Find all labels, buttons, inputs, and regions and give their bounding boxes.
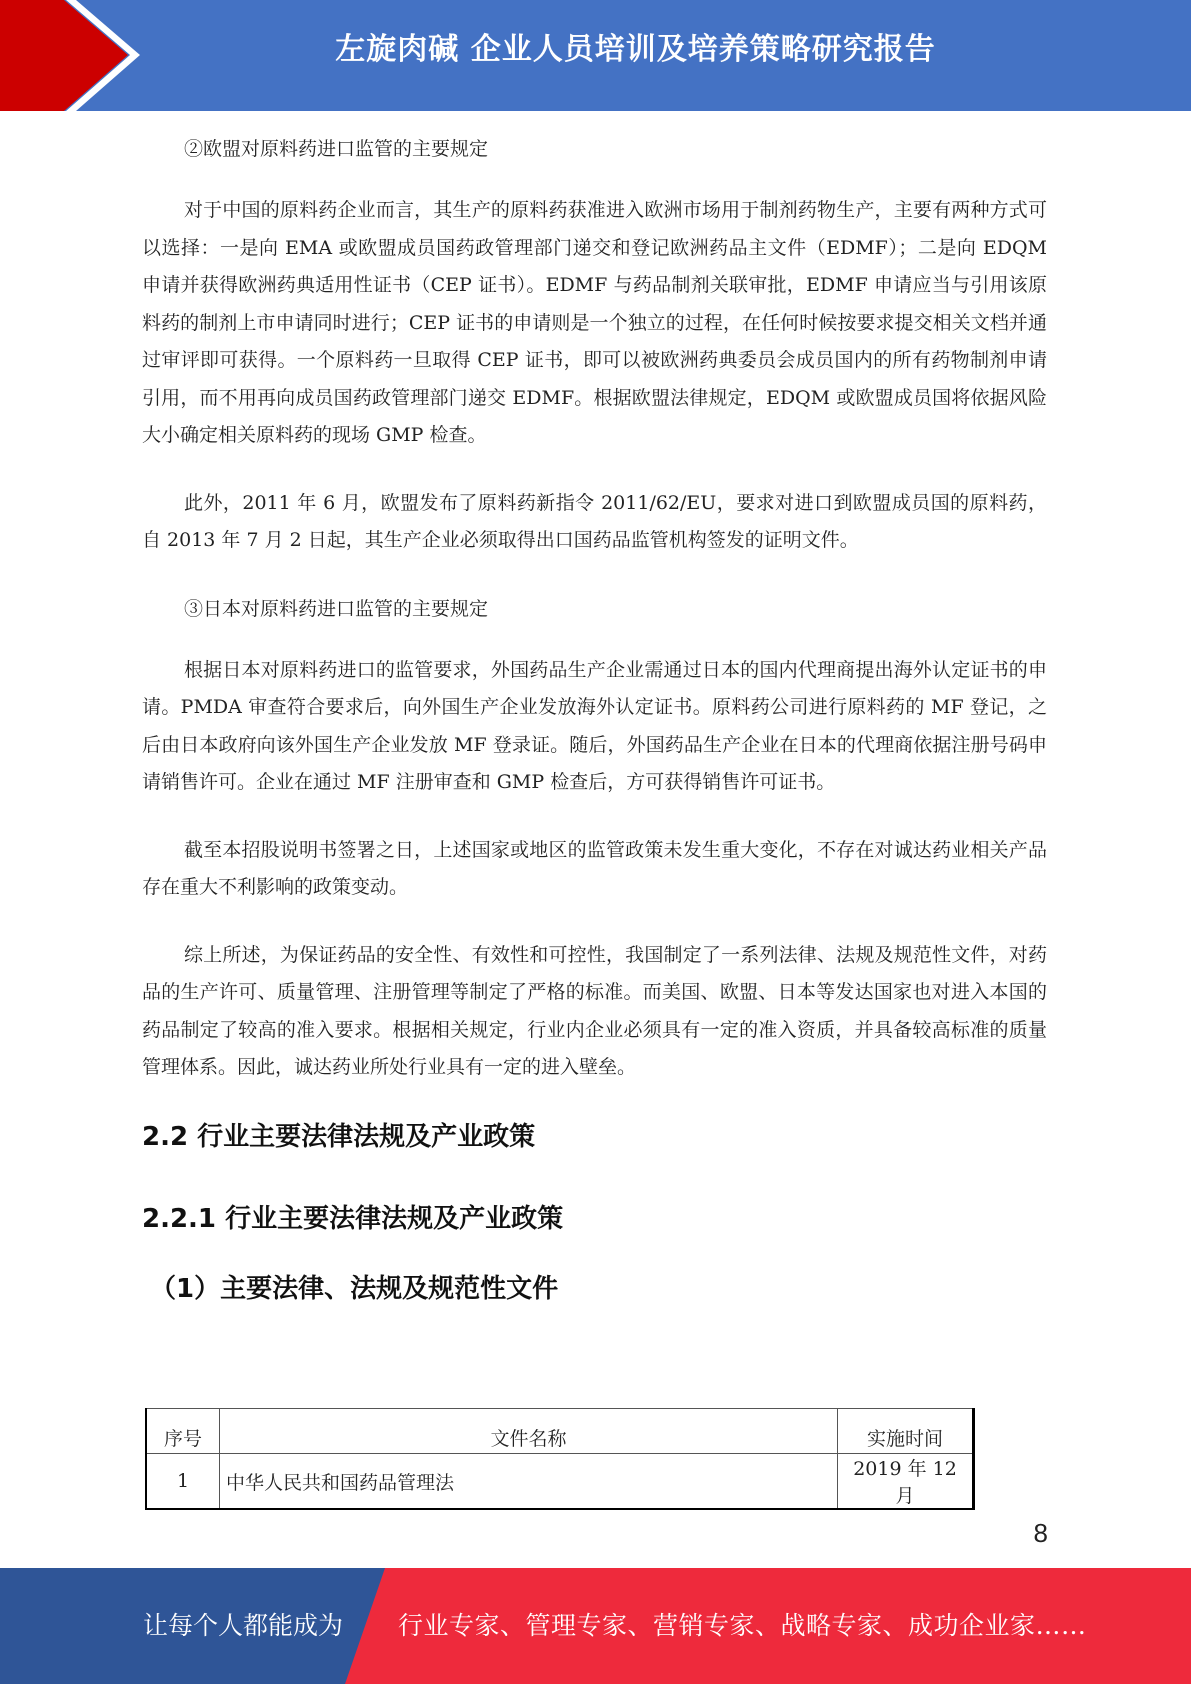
eu-regulation-heading: ②欧盟对原料药进口监管的主要规定 [184, 138, 489, 160]
section-heading-2-2-1: 2.2.1 行业主要法律法规及产业政策 [142, 1203, 564, 1234]
eu-paragraph-2: 此外，2011 年 6 月，欧盟发布了原料药新指令 2011/62/EU，要求对进口到欧盟成员国的原料药，自 2013 年 7 月 2 日起，其生产企业必须取得出口国药品监管机构签发的证明文件。 [142, 491, 1047, 551]
table-header-row [146, 1409, 974, 1454]
laws-table [145, 1408, 975, 1510]
jp-paragraph: 根据日本对原料药进口的监管要求，外国药品生产企业需通过日本的国内代理商提出海外认定证书的申请。PMDA 审查符合要求后，向外国生产企业发放海外认定证书。原料药公司进行原料药的 MF 登记，之后由日本政府向该外国生产企业发放 MF 登录证。随后，外国药品生产企业在日本的代理商依据注册号码申请销售许可。企业在通过 MF 注册审查和 GMP 检查后，方可获得销售许可证书。 [142, 658, 1047, 793]
header-title: 左旋肉碱 企业人员培训及培养策略研究报告 [335, 32, 936, 67]
section-heading-laws: （1）主要法律、法规及规范性文件 [150, 1273, 559, 1304]
table-cell-seq: 1 [146, 1454, 220, 1510]
table-header-name: 文件名称 [220, 1409, 838, 1454]
page-header [0, 0, 1191, 111]
page-number: 8 [1033, 1518, 1048, 1548]
summary-paragraph: 综上所述，为保证药品的安全性、有效性和可控性，我国制定了一系列法律、法规及规范性文件，对药品的生产许可、质量管理、注册管理等制定了严格的标准。而美国、欧盟、日本等发达国家也对进入本国的药品制定了较高的准入要求。根据相关规定，行业内企业必须具有一定的准入资质，并具备较高标准的质量管理体系。因此，诚达药业所处行业具有一定的进入壁垒。 [142, 943, 1047, 1078]
policy-paragraph: 截至本招股说明书签署之日，上述国家或地区的监管政策未发生重大变化，不存在对诚达药业相关产品存在重大不利影响的政策变动。 [142, 838, 1047, 898]
table-header-seq: 序号 [146, 1409, 220, 1454]
page-footer [0, 1568, 1191, 1684]
table-cell-date: 2019 年 12 月 [838, 1454, 974, 1510]
header-chevron-decoration [0, 0, 160, 111]
footer-slogan-left: 让每个人都能成为 [143, 1611, 344, 1640]
eu-paragraph-1: 对于中国的原料药企业而言，其生产的原料药获准进入欧洲市场用于制剂药物生产，主要有两种方式可以选择：一是向 EMA 或欧盟成员国药政管理部门递交和登记欧洲药品主文件（EDMF）；二是向 EDQM 申请并获得欧洲药典适用性证书（CEP 证书）。EDMF 与药品制剂关联审批，EDMF 申请应当与引用该原料药的制剂上市申请同时进行；CEP 证书的申请则是一个独立的过程，在任何时候按要求提交相关文档并通过审评即可获得。一个原料药一旦取得 CEP 证书，即可以被欧洲药典委员会成员国内的所有药物制剂申请引用，而不用再向成员国药政管理部门递交 EDMF。根据欧盟法律规定，EDQM 或欧盟成员国将依据风险大小确定相关原料药的现场 GMP 检查。 [142, 199, 1047, 446]
document-body [142, 130, 1047, 1309]
table-header-date: 实施时间 [838, 1409, 974, 1454]
section-heading-2-2: 2.2 行业主要法律法规及产业政策 [142, 1121, 536, 1152]
footer-slogan-right: 行业专家、管理专家、营销专家、战略专家、成功企业家…… [398, 1611, 1087, 1640]
table-row [146, 1454, 974, 1510]
jp-regulation-heading: ③日本对原料药进口监管的主要规定 [184, 597, 489, 620]
table-cell-name: 中华人民共和国药品管理法 [220, 1454, 838, 1510]
